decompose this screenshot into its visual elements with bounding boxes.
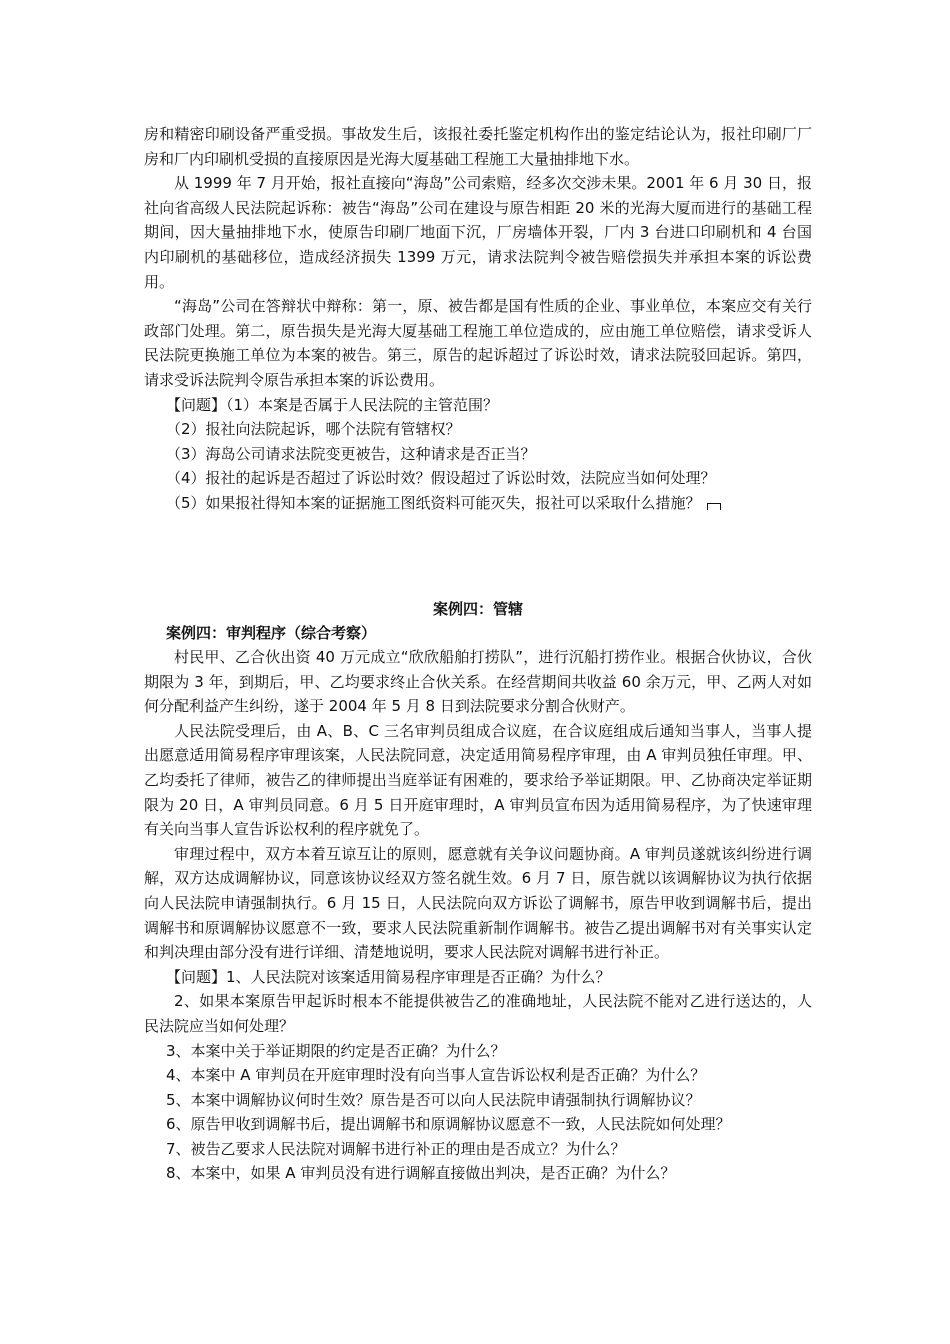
case3-body bbox=[144, 122, 812, 516]
case4-body bbox=[144, 597, 812, 1186]
case4-paragraph: 人民法院受理后，由 A、B、C 三名审判员组成合议庭，在合议庭组成后通知当事人，当事人提出愿意适用简易程序审理该案，人民法院同意，决定适用简易程序审理，由 A 审判员独任审理。甲、乙均委托了律师，被告乙的律师提出当庭举证有困难的，要求给予举证期限。甲、乙协商决定举证期限为 20 日，A 审判员同意。6 月 5 日开庭审理时，A 审判员宣布因为适用简易程序，为了快速审理有关向当事人宣告诉讼权利的程序就免了。 bbox=[144, 721, 812, 839]
case4-question: 6、原告甲收到调解书后，提出调解书和原调解协议愿意不一致，人民法院如何处理？ bbox=[166, 1115, 731, 1134]
case4-question: 7、被告乙要求人民法院对调解书进行补正的理由是否成立？为什么？ bbox=[166, 1139, 626, 1158]
case3-paragraph: 房和精密印刷设备严重受损。事故发生后，该报社委托鉴定机构作出的鉴定结论认为，报社印刷厂厂房和厂内印刷机受损的直接原因是光海大厦基础工程施工大量抽排地下水。 bbox=[144, 125, 812, 168]
case3-question-text: （5）如果报社得知本案的证据施工图纸资料可能灭失，报社可以采取什么措施？ bbox=[166, 493, 701, 512]
case4-question: 5、本案中调解协议何时生效？原告是否可以向人民法院申请强制执行调解协议？ bbox=[166, 1090, 701, 1109]
case4-question: 4、本案中 A 审判员在开庭审理时没有向当事人宣告诉讼权利是否正确？为什么？ bbox=[166, 1066, 706, 1085]
section-title: 案例四：管辖 bbox=[432, 600, 523, 618]
case4-paragraph: 审理过程中，双方本着互谅互让的原则，愿意就有关争议问题协商。A 审判员遂就该纠纷进行调解，双方达成调解协议，同意该协议经双方签名就生效。6 月 7 日，原告就以该调解协议为执行依据向人民法院申请强制执行。6 月 15 日，人民法院向双方诉讼了调解书，原告甲收到调解书后，提出调解书和原调解协议愿意不一致，要求人民法院重新制作调解书。被告乙提出调解书对有关事实认定和判决理由部分没有进行详细、清楚地说明，要求人民法院对调解书进行补正。 bbox=[144, 844, 812, 962]
case4-subtitle: 案例四：审判程序（综合考察） bbox=[166, 624, 377, 642]
return-mark-icon bbox=[707, 503, 721, 510]
case4-question: 2、如果本案原告甲起诉时根本不能提供被告乙的准确地址，人民法院不能对乙进行送达的，人民法院应当如何处理？ bbox=[144, 992, 812, 1035]
case3-question bbox=[144, 491, 812, 516]
case3-paragraph: “海岛”公司在答辩状中辩称：第一，原、被告都是国有性质的企业、事业单位，本案应交有关行政部门处理。第二，原告损失是光海大厦基础工程施工单位造成的，应由施工单位赔偿，请求受诉人民法院更换施工单位为本案的被告。第三，原告的起诉超过了诉讼时效，请求法院驳回起诉。第四，请求受诉法院判令原告承担本案的诉讼费用。 bbox=[144, 297, 812, 389]
case3-question: （2）报社向法院起诉，哪个法院有管辖权？ bbox=[166, 420, 461, 439]
case4-question: 3、本案中关于举证期限的约定是否正确？为什么？ bbox=[166, 1041, 506, 1060]
case3-question: （4）报社的起诉是否超过了诉讼时效？假设超过了诉讼时效，法院应当如何处理？ bbox=[166, 469, 716, 488]
case3-question: （3）海岛公司请求法院变更被告，这种请求是否正当？ bbox=[166, 444, 536, 463]
case3-paragraph: 从 1999 年 7 月开始，报社直接向“海岛”公司索赔，经多次交涉未果。2001 年 6 月 30 日，报社向省高级人民法院起诉称：被告“海岛”公司在建设与原告相距 20 米的光海大厦而进行的基础工程期间，因大量抽排地下水，使原告印刷厂地面下沉，厂房墙体开裂，厂内 3 台进口印刷机和 4 台国内印刷机的基础移位，造成经济损失 1399 万元，请求法院判令被告赔偿损失并承担本案的诉讼费用。 bbox=[144, 174, 812, 291]
case4-question: 8、本案中，如果 A 审判员没有进行调解直接做出判决，是否正确？为什么？ bbox=[166, 1164, 676, 1183]
case4-paragraph: 村民甲、乙合伙出资 40 万元成立“欣欣船舶打捞队”，进行沉船打捞作业。根据合伙协议，合伙期限为 3 年，到期后，甲、乙均要求终止合伙关系。在经营期间共收益 60 余万元，甲、乙两人对如何分配利益产生纠纷，遂于 2004 年 5 月 8 日到法院要求分割合伙财产。 bbox=[144, 648, 812, 716]
case3-question: 【问题】（1）本案是否属于人民法院的主管范围？ bbox=[166, 395, 499, 414]
case4-question: 【问题】1、人民法院对该案适用简易程序审理是否正确？为什么？ bbox=[166, 967, 611, 986]
